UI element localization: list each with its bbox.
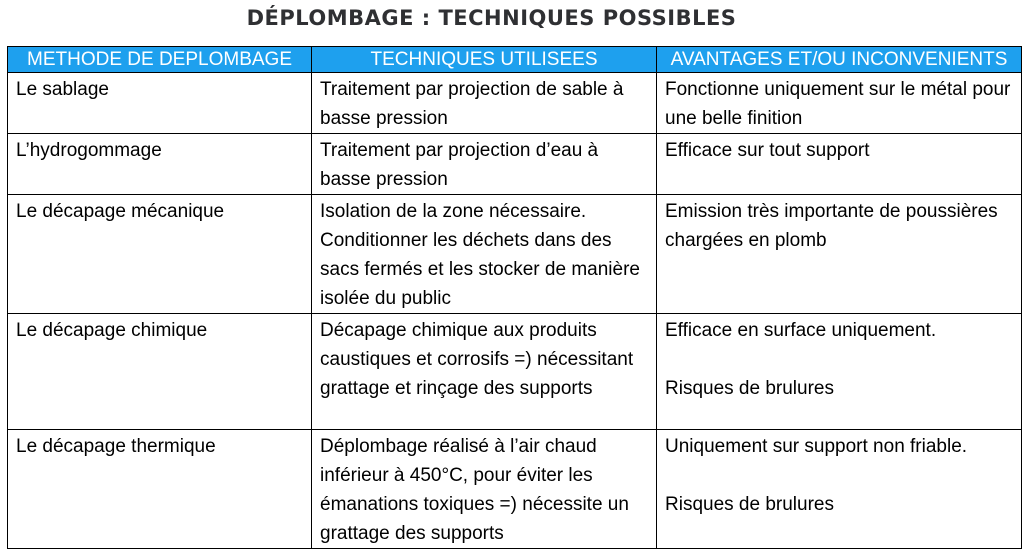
pros-cons-text: Efficace en surface uniquement.	[665, 320, 937, 341]
techniques-table	[7, 46, 1022, 549]
method-cell: Le décapage chimique	[8, 314, 312, 430]
table-row	[8, 195, 1022, 314]
pros-cons-text: Risques de brulures	[665, 494, 834, 515]
table-row	[8, 134, 1022, 195]
pros-cons-cell	[657, 314, 1022, 430]
pros-cons-cell	[657, 134, 1022, 195]
table-header-row	[8, 47, 1022, 73]
technique-cell: Déplombage réalisé à l’air chaud inférieur à 450°C, pour éviter les émanations toxiques =) nécessite un grattage des supports	[312, 430, 657, 549]
pros-cons-cell	[657, 195, 1022, 314]
pros-cons-text: Risques de brulures	[665, 378, 834, 399]
technique-cell: Isolation de la zone nécessaire. Conditionner les déchets dans des sacs fermés et les stocker de manière isolée du public	[312, 195, 657, 314]
document-title: DÉPLOMBAGE : TECHNIQUES POSSIBLES	[246, 6, 737, 30]
column-header-pros-cons: AVANTAGES ET/OU INCONVENIENTS	[657, 47, 1022, 73]
pros-cons-cell	[657, 73, 1022, 134]
method-cell: L’hydrogommage	[8, 134, 312, 195]
method-cell: Le sablage	[8, 73, 312, 134]
column-header-method: METHODE DE DEPLOMBAGE	[8, 47, 312, 73]
table-row	[8, 314, 1022, 430]
method-cell: Le décapage mécanique	[8, 195, 312, 314]
technique-cell: Traitement par projection de sable à basse pression	[312, 73, 657, 134]
pros-cons-text: Uniquement sur support non friable.	[665, 436, 968, 457]
table-row	[8, 73, 1022, 134]
pros-cons-text: Emission très importante de poussières chargées en plomb	[665, 201, 998, 251]
method-cell: Le décapage thermique	[8, 430, 312, 549]
pros-cons-cell	[657, 430, 1022, 549]
pros-cons-text: Efficace sur tout support	[665, 140, 870, 161]
column-header-technique: TECHNIQUES UTILISEES	[312, 47, 657, 73]
technique-cell: Traitement par projection d’eau à basse pression	[312, 134, 657, 195]
technique-cell: Décapage chimique aux produits caustiques et corrosifs =) nécessitant grattage et rinçage des supports	[312, 314, 657, 430]
pros-cons-text: Fonctionne uniquement sur le métal pour une belle finition	[665, 79, 1011, 129]
table-row	[8, 430, 1022, 549]
